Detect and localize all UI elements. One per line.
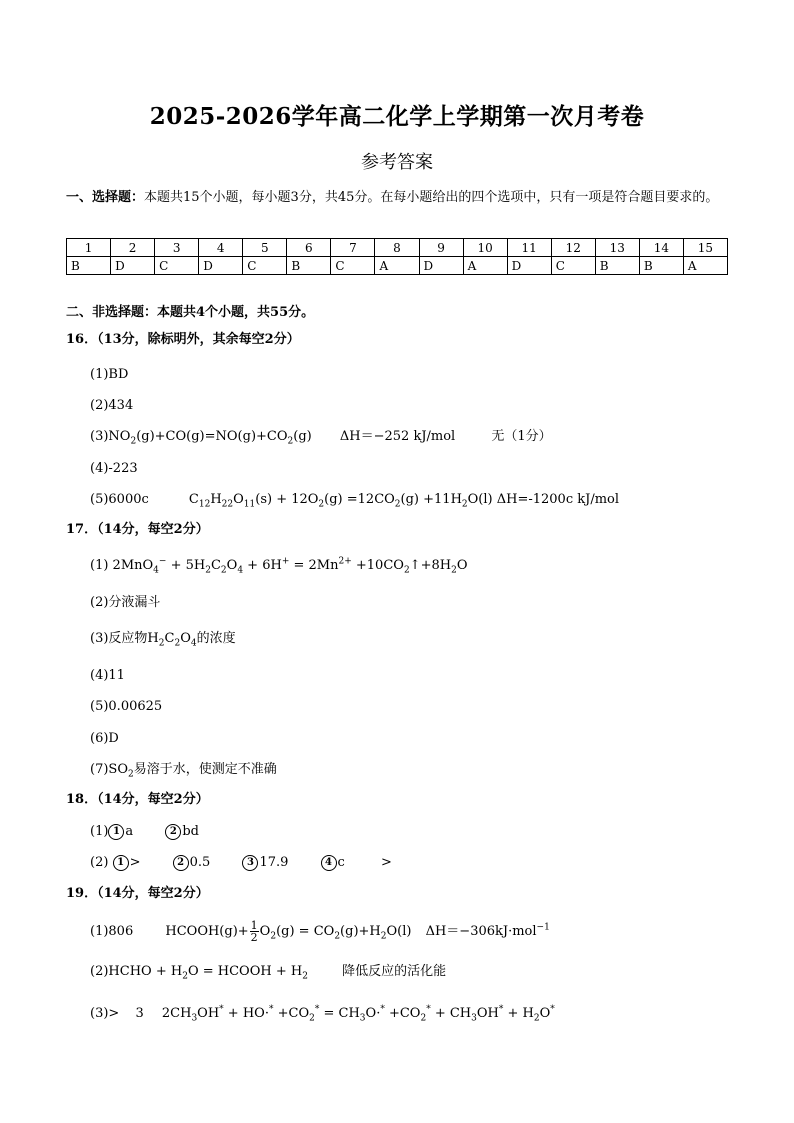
section1-text-b: 在每小题给出的四个选项中，只有一项是符合题目要求的。: [380, 190, 719, 205]
answer-cell: A: [463, 257, 507, 275]
question-number: 11: [507, 239, 551, 257]
circled-2-icon: 2: [165, 824, 181, 840]
circled-3-icon: 3: [242, 855, 258, 871]
answer-cell: A: [683, 257, 727, 275]
q17-answer-1-label: (1): [90, 558, 109, 573]
q19-answer-1-dh: ΔH＝−306kJ·mol: [425, 924, 537, 939]
q18-answer-2-part2: 0.5: [189, 855, 211, 870]
q17-answer-7-label: (7): [90, 762, 109, 777]
question-number: 9: [419, 239, 463, 257]
question-number: 4: [199, 239, 243, 257]
q19-answer-3-value: 3: [135, 1006, 144, 1021]
q18-answer-2-part1: >: [129, 855, 141, 870]
page-subtitle: 参考答案: [361, 152, 433, 173]
section1-text-a: 本题共15个小题，每小题3分，共45分。: [144, 190, 381, 205]
q16-answer-4: (4)-223: [90, 461, 138, 476]
answer-cell: D: [199, 257, 243, 275]
q18-answer-2-label: (2): [90, 855, 109, 870]
circled-1-icon: 1: [113, 855, 129, 871]
question-number: 13: [595, 239, 639, 257]
answer-table-answers-row: [67, 257, 728, 275]
q18-answer-2: [90, 854, 392, 872]
question-number: 1: [67, 239, 111, 257]
q17-answer-4: (4)11: [90, 668, 125, 683]
q18-answer-2-part4: c: [337, 855, 345, 870]
q16-answer-5-dh: ΔH=-1200c kJ/mol: [496, 492, 620, 507]
q17-answer-7: $(7)SO_2$易溶于水，使测定不准确: [90, 762, 277, 780]
q18-answer-2-part5: >: [380, 855, 392, 870]
question-number: 8: [375, 239, 419, 257]
answer-table: [66, 238, 728, 275]
q19-answer-1-label: (1)806: [90, 924, 134, 939]
q16-answer-3: $(3)NO_2(g)+CO(g)=NO(g)+CO_2(g)$ ΔH＝−252 kJ/mol 无（1分）: [90, 429, 552, 447]
question-number: 10: [463, 239, 507, 257]
q19-answer-2: (2)HCHO + $H_2O$ = HCOOH + $H_2$ 降低反应的活化能: [90, 964, 447, 982]
answer-cell: B: [595, 257, 639, 275]
question-number: 15: [683, 239, 727, 257]
q17-answer-3-label: (3)反应物: [90, 631, 148, 646]
answer-cell: A: [375, 257, 419, 275]
answer-cell: D: [419, 257, 463, 275]
q17-answer-3-suffix: 的浓度: [196, 631, 236, 646]
question-number: 14: [639, 239, 683, 257]
q16-answer-5: (5)6000c $C_{12}H_{22}O_{11}(s) + 12O_2(g) =12CO_2(g) +11H_2O(l)$ ΔH=-1200c kJ/mol: [90, 492, 620, 510]
fraction-one-half: $\frac{1}{2}$: [250, 919, 258, 944]
answer-cell: B: [287, 257, 331, 275]
answer-cell: D: [111, 257, 155, 275]
q17-answer-6: (6)D: [90, 731, 119, 746]
page-title: 2025-2026学年高二化学上学期第一次月考卷: [149, 103, 645, 130]
question-number: 6: [287, 239, 331, 257]
q19-answer-2-label: (2): [90, 964, 109, 979]
question-number: 3: [155, 239, 199, 257]
answer-cell: C: [331, 257, 375, 275]
q17-answer-5: (5)0.00625: [90, 699, 163, 714]
q19-answer-1: (1)806 HCOOH(g)+ $\frac{1}{2}$ $O_2(g) = CO_2(g)+H_2O(l)$ ΔH＝−306kJ·mol$^{-1}$: [90, 919, 550, 944]
q18-answer-2-part3: 17.9: [259, 855, 289, 870]
circled-2-icon: 2: [173, 855, 189, 871]
question-number: 2: [111, 239, 155, 257]
q18-answer-1-part2: bd: [182, 824, 199, 839]
circled-1-icon: 1: [108, 824, 124, 840]
q17-answer-1: (1) $2MnO_4^- + 5H_2C_2O_4 + 6H^+ = 2Mn^{2+}$ $+10CO_2↑+8H_2O$: [90, 556, 468, 576]
question-number: 12: [551, 239, 595, 257]
answer-cell: C: [551, 257, 595, 275]
q18-header: 18．（14分，每空2分）: [66, 792, 209, 807]
q18-answer-1-label: (1): [90, 824, 109, 839]
q19-answer-2-note: 降低反应的活化能: [342, 964, 447, 979]
q16-header: 16．（13分，除标明外，其余每空2分）: [66, 332, 300, 347]
q17-header: 17．（14分，每空2分）: [66, 522, 209, 537]
circled-4-icon: 4: [321, 855, 337, 871]
q17-answer-2: (2)分液漏斗: [90, 595, 161, 610]
q19-header: 19．（14分，每空2分）: [66, 886, 209, 901]
question-number: 5: [243, 239, 287, 257]
q18-answer-1-part1: a: [125, 824, 134, 839]
section1-instructions: [66, 184, 730, 211]
question-number: 7: [331, 239, 375, 257]
section1-heading: 一、选择题：: [66, 190, 145, 205]
q16-answer-3-dh: ΔH＝−252 kJ/mol: [339, 429, 456, 444]
q17-answer-3: (3)反应物$H_2C_2O_4$的浓度: [90, 631, 236, 649]
q17-answer-7-suffix: 易溶于水，使测定不准确: [133, 762, 277, 777]
q16-answer-3-note: 无（1分）: [491, 429, 552, 444]
answer-cell: D: [507, 257, 551, 275]
answer-cell: B: [639, 257, 683, 275]
q16-answer-3-label: (3): [90, 429, 109, 444]
q19-answer-3-label: (3)>: [90, 1006, 120, 1021]
q16-answer-1: (1)BD: [90, 367, 129, 382]
answer-table-numbers-row: [67, 239, 728, 257]
answer-cell: B: [67, 257, 111, 275]
section2-heading: 二、非选择题：本题共4个小题，共55分。: [66, 305, 315, 320]
q16-answer-2: (2)434: [90, 398, 134, 413]
q16-answer-5-label: (5)6000c: [90, 492, 149, 507]
answer-cell: C: [155, 257, 199, 275]
answer-cell: C: [243, 257, 287, 275]
q18-answer-1: [90, 823, 199, 841]
q19-answer-3: (3)> 3 $2CH_3OH^* + HO\cdot^* +CO_2^* = CH_3O\cdot^* +CO_2^* + CH_3OH^* + H_2O^*$: [90, 1004, 555, 1024]
